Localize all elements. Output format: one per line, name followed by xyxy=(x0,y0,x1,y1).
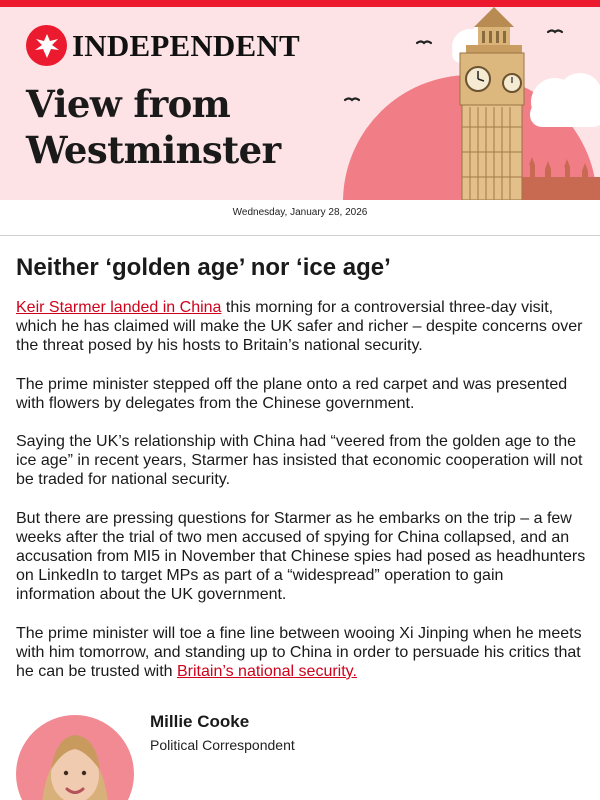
dateline xyxy=(0,200,600,236)
article-headline: Neither ‘golden age’ nor ‘ice age’ xyxy=(16,254,391,281)
paragraph-5-text: The prime minister will toe a fine line between wooing Xi Jinping when he meets with him tomorrow, and standing up to China in order to persuade his critics that he can be trusted with xyxy=(16,624,582,681)
paragraph-1-text: this morning for a controversial three-day visit, which he has claimed will make the UK safer and richer – despite concerns over the threat posed by his hosts to Britain’s national security. xyxy=(16,299,583,355)
author-avatar xyxy=(16,715,134,800)
author-name: Millie Cooke xyxy=(150,712,250,731)
author-role: Political Correspondent xyxy=(150,737,295,753)
article-paragraph-5 xyxy=(16,624,586,682)
eagle-logo-icon xyxy=(26,25,67,66)
top-accent-bar xyxy=(0,0,600,7)
article-paragraph-1 xyxy=(16,298,586,356)
national-security-link[interactable]: Britain’s national security. xyxy=(176,663,357,681)
brand-wordmark: INDEPENDENT xyxy=(72,27,300,63)
publish-date: Wednesday, January 28, 2026 xyxy=(232,207,368,218)
starmer-china-link[interactable]: Keir Starmer landed in China xyxy=(16,299,222,316)
newsletter-header xyxy=(0,7,600,200)
article-paragraph-2: The prime minister stepped off the plane onto a red carpet and was presented with flowers by delegates from the Chinese government. xyxy=(16,375,568,412)
author-byline xyxy=(16,712,586,800)
article-paragraph-4: But there are pressing questions for Starmer as he embarks on the trip – a few weeks after the trial of two men accused of spying for China collapsed, and an accusation from MI5 in November that Chinese spies had posed as headhunters on LinkedIn to target MPs as part of a “widespread” operation to gain information about the UK government. xyxy=(16,509,586,604)
article-paragraph-3: Saying the UK’s relationship with China had “veered from the golden age to the ice age” in recent years, Starmer has insisted that economic cooperation will not be traded for national security. xyxy=(16,433,583,489)
article-body xyxy=(16,253,586,700)
newsletter-title-line-2: Westminster xyxy=(26,128,281,172)
newsletter-title xyxy=(26,81,280,173)
brand-header[interactable] xyxy=(26,25,300,66)
newsletter-title-line-1: View from xyxy=(26,82,231,126)
